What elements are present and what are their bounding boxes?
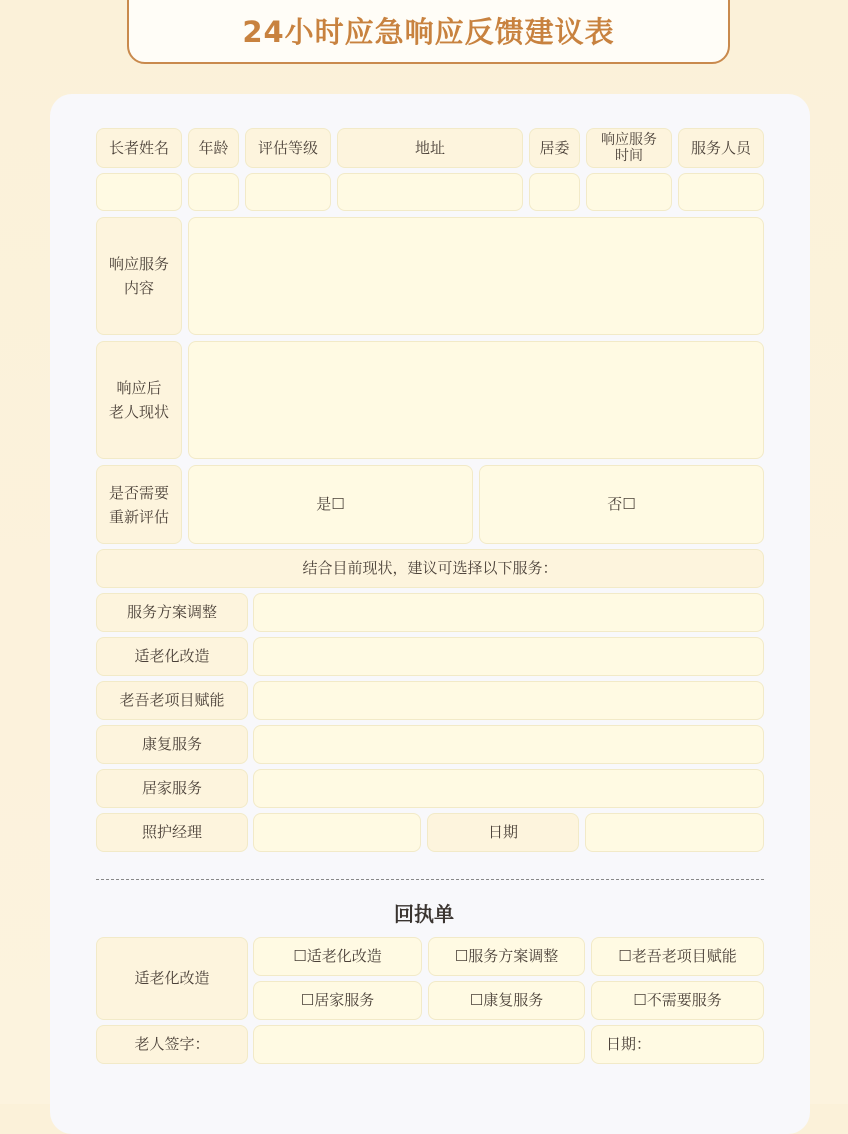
- receipt-date-field[interactable]: 日期：: [591, 1025, 764, 1064]
- receipt-option-plan-adjust[interactable]: ☐服务方案调整: [428, 937, 585, 976]
- date-label: 日期: [427, 813, 579, 852]
- status-after-field[interactable]: [188, 341, 764, 459]
- header-assessment-level: 评估等级: [245, 128, 331, 168]
- service-field-aging-renovation[interactable]: [253, 637, 764, 676]
- response-content-field[interactable]: [188, 217, 764, 335]
- service-field-plan-adjust[interactable]: [253, 593, 764, 632]
- reassess-no-option[interactable]: 否☐: [479, 465, 764, 544]
- header-address: 地址: [337, 128, 523, 168]
- header-response-time: 响应服务 时间: [586, 128, 672, 168]
- receipt-title: 回执单: [394, 902, 454, 926]
- address-field[interactable]: [337, 173, 523, 211]
- header-elder-name: 长者姓名: [96, 128, 182, 168]
- signature-label: 老人签字：: [96, 1025, 248, 1064]
- suggestion-line: 结合目前现状，建议可选择以下服务：: [96, 549, 764, 588]
- service-label-aging-renovation: 适老化改造: [96, 637, 248, 676]
- service-field-laowulao[interactable]: [253, 681, 764, 720]
- header-committee: 居委: [529, 128, 580, 168]
- service-label-plan-adjust: 服务方案调整: [96, 593, 248, 632]
- header-age: 年龄: [188, 128, 239, 168]
- title-banner: [127, 0, 730, 64]
- reassess-label: 是否需要 重新评估: [96, 465, 182, 544]
- elder-name-field[interactable]: [96, 173, 182, 211]
- receipt-option-laowulao[interactable]: ☐老吾老项目赋能: [591, 937, 764, 976]
- response-content-label: 响应服务 内容: [96, 217, 182, 335]
- signature-field[interactable]: [253, 1025, 585, 1064]
- committee-field[interactable]: [529, 173, 580, 211]
- care-manager-field[interactable]: [253, 813, 421, 852]
- receipt-option-none[interactable]: ☐不需要服务: [591, 981, 764, 1020]
- date-field[interactable]: [585, 813, 764, 852]
- receipt-option-rehab[interactable]: ☐康复服务: [428, 981, 585, 1020]
- care-manager-label: 照护经理: [96, 813, 248, 852]
- age-field[interactable]: [188, 173, 239, 211]
- service-field-home[interactable]: [253, 769, 764, 808]
- dashed-divider: [96, 879, 764, 880]
- receipt-option-home[interactable]: ☐居家服务: [253, 981, 422, 1020]
- receipt-row-label: 适老化改造: [96, 937, 248, 1020]
- service-label-rehab: 康复服务: [96, 725, 248, 764]
- service-label-home: 居家服务: [96, 769, 248, 808]
- service-staff-field[interactable]: [678, 173, 764, 211]
- header-service-staff: 服务人员: [678, 128, 764, 168]
- reassess-yes-option[interactable]: 是☐: [188, 465, 473, 544]
- response-time-field[interactable]: [586, 173, 672, 211]
- status-after-label: 响应后 老人现状: [96, 341, 182, 459]
- assessment-level-field[interactable]: [245, 173, 331, 211]
- service-field-rehab[interactable]: [253, 725, 764, 764]
- page-title: 24小时应急响应反馈建议表: [242, 15, 615, 49]
- receipt-option-aging-renovation[interactable]: ☐适老化改造: [253, 937, 422, 976]
- service-label-laowulao: 老吾老项目赋能: [96, 681, 248, 720]
